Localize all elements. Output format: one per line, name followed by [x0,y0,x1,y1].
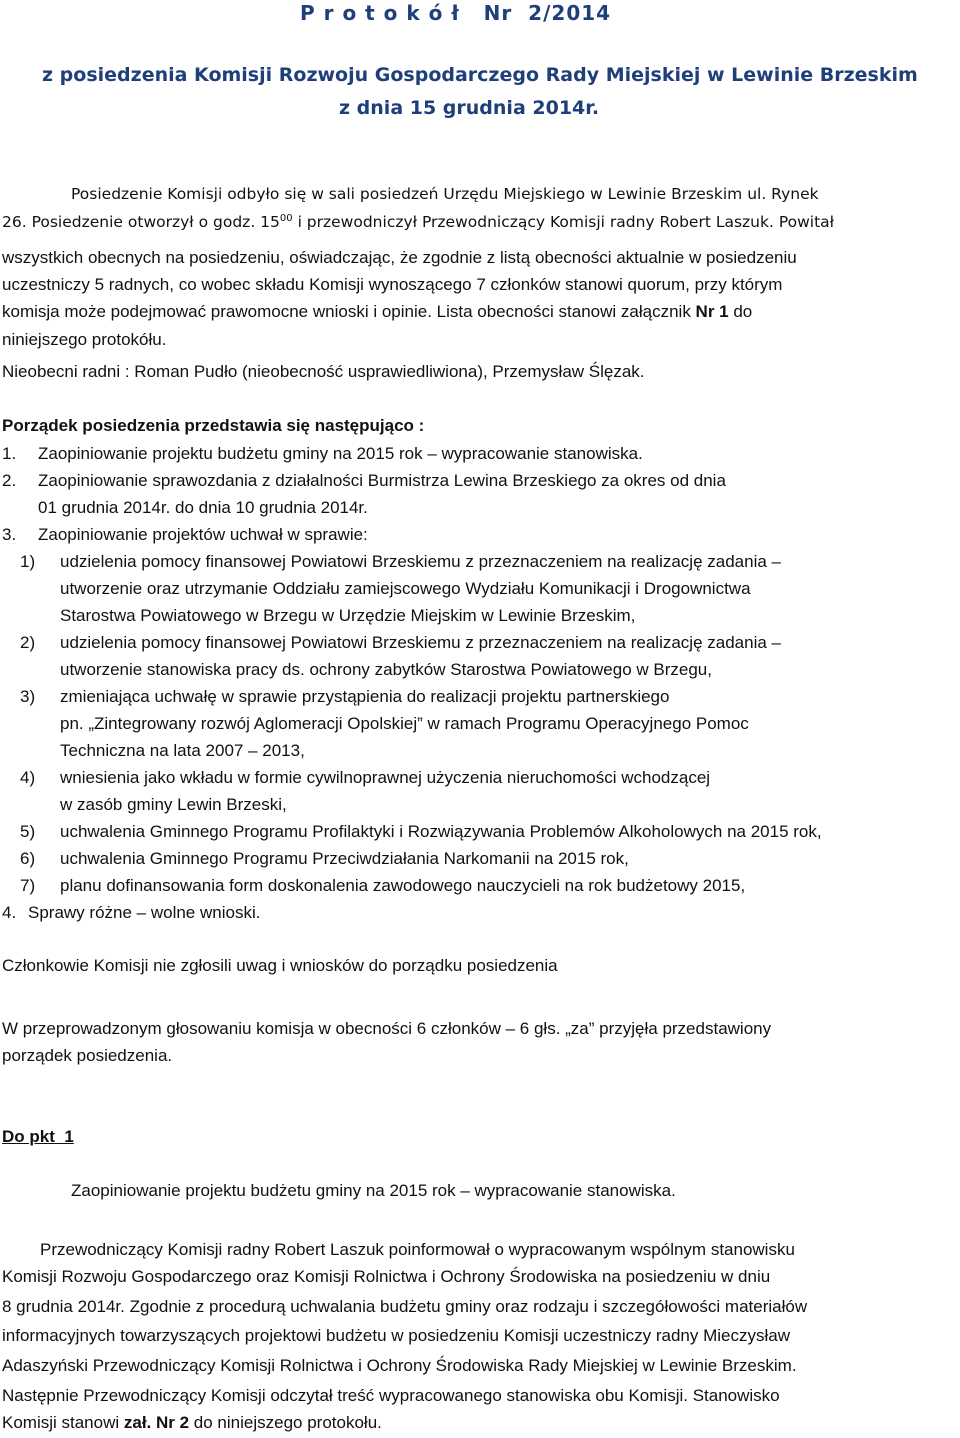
subitem-number: 3) [20,687,36,706]
subitem: udzielenia pomocy finansowej Powiatowi Brzeskiemu z przeznaczeniem na realizację zadania – [60,633,781,652]
vote-line: porządek posiedzenia. [2,1046,173,1065]
subitem: wniesienia jako wkładu w formie cywilnoprawnej użyczenia nieruchomości wchodzącej [60,768,711,787]
intro-text: do [728,302,753,321]
section-title: Zaopiniowanie projektu budżetu gminy na 2015 rok – wypracowanie stanowiska. [71,1181,676,1200]
intro-line: niniejszego protokółu. [2,330,167,349]
intro-text: i przewodniczył Przewodniczący Komisji radny Robert Laszuk. [292,213,774,232]
agenda-item-number: 4. [2,903,17,922]
document-title: P r o t o k ó ł Nr 2/2014 [300,1,612,25]
subitem-number: 6) [20,849,36,868]
intro-text: 26. Posiedzenie otworzył o godz. 15 [2,213,280,232]
subitem-number: 1) [20,552,36,571]
absent-members: Nieobecni radni : Roman Pudło (nieobecność usprawiedliwiona), Przemysław Ślęzak. [2,362,645,381]
subitem-number: 4) [20,768,36,787]
section-text: Komisji stanowi [2,1413,124,1432]
subitem-number: 5) [20,822,36,841]
agenda-item-number: 1. [2,444,17,463]
section-paragraph-line: Komisji Rozwoju Gospodarczego oraz Komisji Rolnictwa i Ochrony Środowiska na posiedzeniu w dniu [2,1267,771,1286]
intro-text: Powitał [773,213,835,232]
agenda-item: Sprawy różne – wolne wnioski. [28,903,261,922]
subitem: Starostwa Powiatowego w Brzegu w Urzędzie Miejskim w Lewinie Brzeskim, [60,606,636,625]
agenda-item: Zaopiniowanie sprawozdania z działalności Burmistrza Lewina Brzeskiego za okres od dnia [38,471,726,490]
section-paragraph-line [2,1413,382,1433]
attachment-number: zał. Nr 2 [123,1413,190,1432]
agenda-heading: Porządek posiedzenia przedstawia się następująco : [2,416,425,435]
subitem: Techniczna na lata 2007 – 2013, [60,741,305,760]
section-paragraph-line: 8 grudnia 2014r. Zgodnie z procedurą uchwalania budżetu gminy oraz rodzaju i szczegółowości materiałów [2,1297,808,1316]
subitem: udzielenia pomocy finansowej Powiatowi Brzeskiemu z przeznaczeniem na realizację zadania – [60,552,781,571]
subitem: pn. „Zintegrowany rozwój Aglomeracji Opolskiej” w ramach Programu Operacyjnego Pomoc [60,714,749,733]
vote-line: W przeprowadzonym głosowaniu komisja w obecności 6 członków – 6 głs. „za” przyjęła przedstawiony [2,1019,772,1038]
intro-line [2,213,834,231]
subitem: utworzenie stanowiska pracy ds. ochrony zabytków Starostwa Powiatowego w Brzegu, [60,660,712,679]
subitem-number: 2) [20,633,36,652]
intro-line [2,302,752,322]
section-paragraph-line: Następnie Przewodniczący Komisji odczytał treść wypracowanego stanowiska obu Komisji. Stanowisko [2,1386,780,1405]
section-paragraph-line: informacyjnych towarzyszących projektowi budżetu w posiedzeniu Komisji uczestniczy radny Mieczysław [2,1326,790,1345]
subitem: planu dofinansowania form doskonalenia zawodowego nauczycieli na rok budżetowy 2015, [60,876,746,895]
subitem-number: 7) [20,876,36,895]
intro-text: komisja może podejmować prawomocne wnioski i opinie. Lista obecności stanowi załącznik [2,302,691,321]
members-note: Członkowie Komisji nie zgłosili uwag i wniosków do porządku posiedzenia [2,956,558,975]
subitem: w zasób gminy Lewin Brzeski, [60,795,287,814]
section-heading: Do pkt 1 [2,1127,74,1146]
subitem: utworzenie oraz utrzymanie Oddziału zamiejscowego Wydziału Komunikacji i Drogownictwa [60,579,751,598]
section-paragraph-line: Przewodniczący Komisji radny Robert Laszuk poinformował o wypracowanym wspólnym stanowisku [40,1240,795,1259]
subitem: zmieniająca uchwałę w sprawie przystąpienia do realizacji projektu partnerskiego [60,687,670,706]
agenda-item-number: 2. [2,471,17,490]
document-subtitle: z posiedzenia Komisji Rozwoju Gospodarczego Rady Miejskiej w Lewinie Brzeskim [42,64,918,86]
subitem: uchwalenia Gminnego Programu Profilaktyki i Rozwiązywania Problemów Alkoholowych na 2015 rok, [60,822,822,841]
section-text: do niniejszego protokołu. [189,1413,382,1432]
intro-line: uczestniczy 5 radnych, co wobec składu Komisji wynoszącego 7 członków stanowi quorum, przy którym [2,275,783,294]
subitem: uchwalenia Gminnego Programu Przeciwdziałania Narkomanii na 2015 rok, [60,849,629,868]
intro-line: wszystkich obecnych na posiedzeniu, oświadczając, że zgodnie z listą obecności aktualnie w posiedzeniu [2,248,797,267]
attachment-number: Nr 1 [690,302,729,321]
agenda-item-number: 3. [2,525,17,544]
agenda-item: Zaopiniowanie projektów uchwał w sprawie: [38,525,368,544]
agenda-item: 01 grudnia 2014r. do dnia 10 grudnia 2014r. [38,498,368,517]
section-paragraph-line: Adaszyński Przewodniczący Komisji Rolnictwa i Ochrony Środowiska Rady Miejskiej w Lewinie Brzeskim. [2,1356,797,1375]
document-date: z dnia 15 grudnia 2014r. [339,97,600,119]
intro-line: Posiedzenie Komisji odbyło się w sali posiedzeń Urzędu Miejskiego w Lewinie Brzeskim ul. Rynek [71,185,819,203]
time-superscript: 00 [279,213,293,224]
agenda-item: Zaopiniowanie projektu budżetu gminy na 2015 rok – wypracowanie stanowiska. [38,444,643,463]
